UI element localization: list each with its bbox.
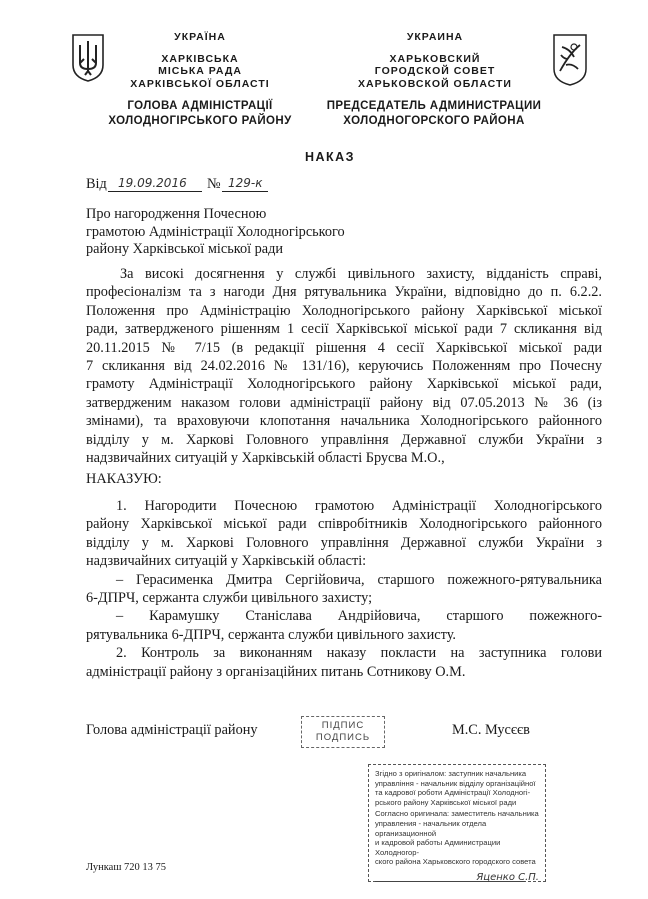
signatory-name: М.С. Мусєєв bbox=[452, 722, 530, 738]
preamble-line: змінами), та враховуючи клопотання начальника Холодногірського районного bbox=[86, 413, 602, 430]
stamp-line: управління - начальник відділу організаційної bbox=[375, 778, 536, 788]
header-right-council-line3: ХАРЬКОВСКОЙ ОБЛАСТИ bbox=[358, 78, 512, 90]
order-item-line: – Карамушку Станіслава Андрійовича, старшого пожежного- bbox=[116, 608, 602, 625]
header-right-head-line1: ПРЕДСЕДАТЕЛЬ АДМИНИСТРАЦИИ bbox=[326, 100, 542, 112]
order-item-line: відділу у м. Харкові Головного управління Державної служби України з bbox=[86, 534, 602, 551]
order-item-line: району Харківської міської ради співробітників Холодногірського районного bbox=[86, 516, 602, 533]
coat-of-arms-icon bbox=[71, 33, 105, 83]
stamp-line: и кадровой работы Администрации Холодногор- bbox=[375, 838, 501, 857]
executor-footer: Лункаш 720 13 75 bbox=[86, 862, 167, 873]
number-handwritten: 129-к bbox=[228, 176, 263, 190]
preamble-line: затвердженим наказом голови адміністрації району від 07.05.2013 № 36 (із bbox=[86, 394, 602, 411]
header-left-head-line1: ГОЛОВА АДМІНІСТРАЦІЇ bbox=[127, 100, 273, 112]
order-item-line: 1. Нагородити Почесною грамотою Адміністрації Холодногірського bbox=[116, 498, 602, 514]
header-left-head-line2: ХОЛОДНОГІРСЬКОГО РАЙОНУ bbox=[108, 115, 292, 127]
preamble-paragraph bbox=[86, 265, 602, 467]
subject-line: грамотою Адміністрації Холодногірського bbox=[86, 223, 345, 240]
header-left-country: УКРАЇНА bbox=[174, 31, 226, 43]
header-right-country: УКРАИНА bbox=[406, 31, 464, 43]
number-prefix: № bbox=[207, 176, 221, 192]
preamble-line: ради, затвердженого рішенням 1 сесії Харківської міської ради 7 скликання від bbox=[86, 321, 602, 338]
preamble-line: 20.11.2015 № 7/15 (в редакції рішення 4 сесії Харківської міської ради bbox=[86, 339, 602, 356]
city-emblem-icon bbox=[552, 33, 588, 87]
header-left-council-line3: ХАРКІВСЬКОЇ ОБЛАСТІ bbox=[130, 78, 270, 90]
signature-stamp-line1: ПІДПИС bbox=[321, 720, 365, 731]
subject-line: району Харківської міської ради bbox=[86, 241, 284, 257]
signature-stamp bbox=[301, 716, 385, 748]
stamp-line: ского района Харьковского городского совета bbox=[375, 857, 536, 867]
date-handwritten: 19.09.2016 bbox=[118, 176, 187, 190]
date-prefix: Від bbox=[86, 176, 107, 192]
stamp-line: управления - начальник отдела организационной bbox=[375, 818, 487, 838]
preamble-line: надзвичайних ситуацій у Харківській області Брусва М.О., bbox=[86, 450, 445, 467]
order-item-line: адміністрації району з організаційних питань Сотникову О.М. bbox=[86, 663, 466, 680]
preamble-line: Положення про Адміністрацію Холодногірського району Харківської міської bbox=[86, 302, 602, 319]
order-items bbox=[86, 497, 602, 681]
preamble-line: відділу у м. Харкові Головного управління Державної служби України з bbox=[86, 431, 602, 448]
copy-certification-stamp bbox=[368, 764, 546, 882]
preamble-line: 7 скликання від 24.02.2016 № 131/16), керуючись Положенням про Почесну bbox=[86, 358, 602, 375]
subject-line: Про нагородження Почесною bbox=[86, 206, 267, 222]
header-left-council-line1: ХАРКІВСЬКА bbox=[161, 53, 239, 65]
order-item-line: 2. Контроль за виконанням наказу покласти на заступника голови bbox=[116, 645, 602, 662]
header-right-council-line2: ГОРОДСКОЙ СОВЕТ bbox=[374, 65, 496, 77]
stamp-signature: Яценко С.П. bbox=[476, 871, 539, 883]
signature-stamp-line2: ПОДПИСЬ bbox=[315, 732, 371, 743]
subject-block bbox=[86, 206, 345, 259]
preamble-line: За високі досягнення у службі цивільного захисту, відданість справі, bbox=[120, 266, 602, 282]
order-item-line: – Герасименка Дмитра Сергійовича, старшого пожежного-рятувальника bbox=[116, 571, 602, 588]
header-right-head-line2: ХОЛОДНОГОРСКОГО РАЙОНА bbox=[343, 115, 525, 127]
stamp-line: Згідно з оригіналом: заступник начальника bbox=[375, 769, 527, 778]
number-underline bbox=[222, 191, 268, 192]
stamp-text bbox=[375, 769, 539, 867]
order-heading: НАКАЗУЮ: bbox=[86, 471, 162, 487]
document-type-title: НАКАЗ bbox=[304, 150, 356, 164]
preamble-line: грамоту Адміністрації Холодногірського району Харківської міської ради, bbox=[86, 376, 602, 393]
preamble-line: професіоналізм та з нагоди Дня рятувальника України, відповідно до п. 6.2.2. bbox=[86, 284, 602, 301]
order-item-line: надзвичайних ситуацій у Харківській області: bbox=[86, 553, 367, 570]
date-underline bbox=[108, 191, 202, 192]
stamp-line: та кадрової роботи Адміністрації Холодногі- bbox=[375, 788, 531, 798]
stamp-line: рського району Харківської міської ради bbox=[375, 797, 517, 807]
stamp-line: Согласно оригинала: заместитель начальника bbox=[375, 809, 539, 819]
order-item-line: 6-ДПРЧ, сержанта служби цивільного захисту; bbox=[86, 590, 373, 607]
signature-title: Голова адміністрації району bbox=[86, 722, 258, 738]
header-left-council-line2: МІСЬКА РАДА bbox=[158, 65, 242, 77]
order-item-line: рятувальника 6-ДПРЧ, сержанта служби цивільного захисту. bbox=[86, 626, 457, 643]
header-right-council-line1: ХАРЬКОВСКИЙ bbox=[389, 53, 481, 65]
